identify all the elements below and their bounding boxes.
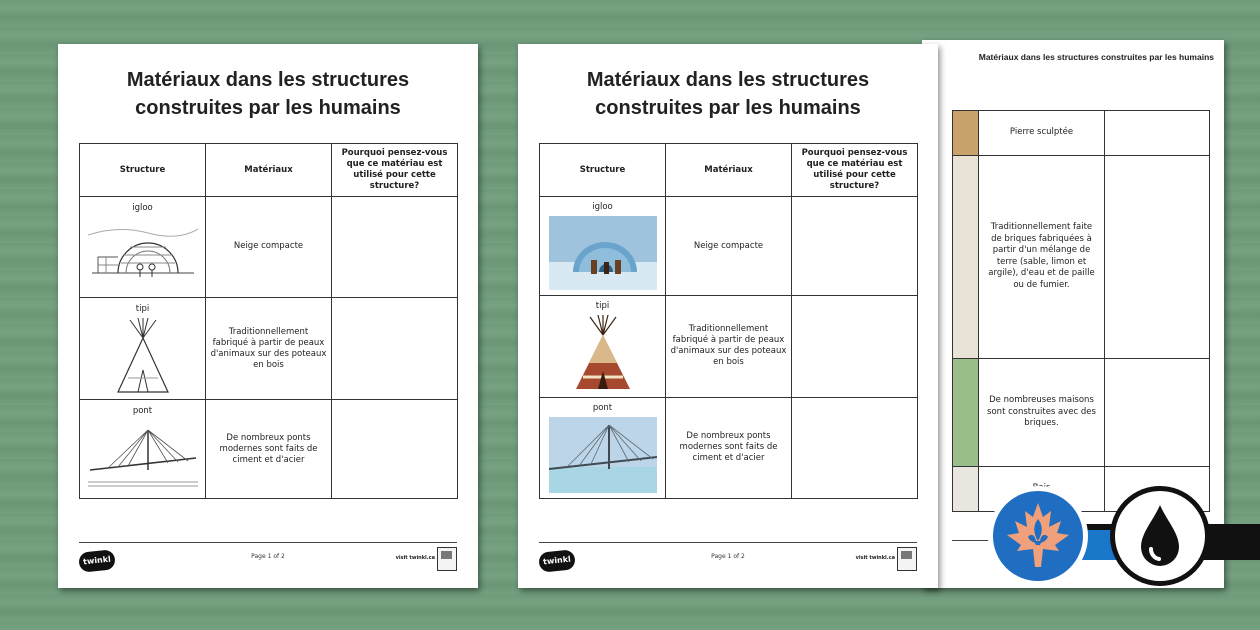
table-row	[953, 111, 1210, 156]
structure-cell	[540, 397, 666, 498]
structure-name: tipi	[595, 301, 610, 312]
table-row	[80, 297, 458, 400]
structure-photo-icon	[953, 156, 979, 359]
twinkl-logo: twinkl	[78, 549, 116, 573]
structure-name: pont	[132, 406, 153, 417]
answer-cell[interactable]	[332, 297, 458, 400]
col-header-materials: Matériaux	[666, 144, 792, 197]
website-label: visit twinkl.ca	[395, 555, 435, 561]
table-row	[953, 156, 1210, 359]
col-header-why: Pourquoi pensez-vous que ce matériau est utilisé pour cette structure?	[332, 144, 458, 197]
page-number: Page 1 of 2	[711, 553, 745, 560]
tipi-photo-icon	[568, 315, 638, 391]
bridge-drawing-icon	[88, 420, 198, 492]
page-2-header: Matériaux dans les structures construites par les humains	[978, 52, 1214, 62]
table-row	[540, 197, 918, 296]
page-footer	[539, 542, 917, 581]
structure-cell	[80, 297, 206, 400]
structure-name: igloo	[132, 202, 153, 213]
worksheet-color	[518, 44, 938, 588]
answer-cell[interactable]	[792, 197, 918, 296]
page-number: Page 1 of 2	[251, 553, 285, 560]
answer-cell[interactable]	[332, 197, 458, 298]
materials-table	[539, 143, 918, 499]
quality-seal-icon	[437, 547, 457, 571]
ink-drop-icon	[1110, 486, 1210, 586]
tipi-drawing-icon	[108, 318, 178, 394]
igloo-photo-icon	[549, 216, 657, 290]
material-cell: De nombreuses maisons sont construites avec des briques.	[979, 358, 1105, 466]
page-footer	[79, 542, 457, 581]
structure-photo-icon	[953, 111, 979, 156]
structure-photo-icon	[953, 358, 979, 466]
material-cell: Traditionnellement faite de briques fabriquées à partir d'un mélange de terre (sable, limon et argile), d'eau et de paille ou de fumier.	[979, 156, 1105, 359]
table-row	[953, 358, 1210, 466]
material-cell: Neige compacte	[206, 197, 332, 298]
material-cell: Traditionnellement fabriqué à partir de peaux d'animaux sur des poteaux en bois	[206, 297, 332, 400]
material-cell: Neige compacte	[666, 197, 792, 296]
table-row	[540, 397, 918, 498]
answer-cell[interactable]	[792, 397, 918, 498]
table-row	[80, 197, 458, 298]
material-cell: Traditionnellement fabriqué à partir de peaux d'animaux sur des poteaux en bois	[666, 296, 792, 397]
quality-seal-icon	[897, 547, 917, 571]
table-row	[540, 296, 918, 397]
materials-table	[79, 143, 458, 499]
website-label: visit twinkl.ca	[855, 555, 895, 561]
structure-name: pont	[592, 402, 613, 413]
answer-cell[interactable]	[1105, 111, 1210, 156]
col-header-why: Pourquoi pensez-vous que ce matériau est utilisé pour cette structure?	[792, 144, 918, 197]
worksheet-bw	[58, 44, 478, 588]
materials-table-page-2	[952, 110, 1210, 512]
table-row	[80, 400, 458, 499]
structure-cell	[540, 197, 666, 296]
worksheet-title: Matériaux dans les structures construites par les humains	[126, 69, 410, 119]
answer-cell[interactable]	[1105, 156, 1210, 359]
material-cell: Pierre sculptée	[979, 111, 1105, 156]
structure-cell	[540, 296, 666, 397]
bridge-photo-icon	[549, 417, 657, 493]
col-header-materials: Matériaux	[206, 144, 332, 197]
twinkl-logo: twinkl	[538, 549, 576, 573]
structure-cell	[80, 197, 206, 298]
igloo-drawing-icon	[88, 217, 198, 291]
answer-cell[interactable]	[792, 296, 918, 397]
structure-name: tipi	[135, 303, 150, 314]
col-header-structure: Structure	[540, 144, 666, 197]
material-cell: De nombreux ponts modernes sont faits de ciment et d'acier	[206, 400, 332, 499]
structure-photo-icon	[953, 466, 979, 511]
answer-cell[interactable]	[1105, 358, 1210, 466]
col-header-structure: Structure	[80, 144, 206, 197]
worksheet-title: Matériaux dans les structures construites par les humains	[586, 69, 870, 119]
structure-name: igloo	[592, 202, 613, 213]
structure-cell	[80, 400, 206, 499]
material-cell: De nombreux ponts modernes sont faits de ciment et d'acier	[666, 397, 792, 498]
maple-leaf-fleur-de-lis-icon	[988, 486, 1088, 586]
answer-cell[interactable]	[332, 400, 458, 499]
